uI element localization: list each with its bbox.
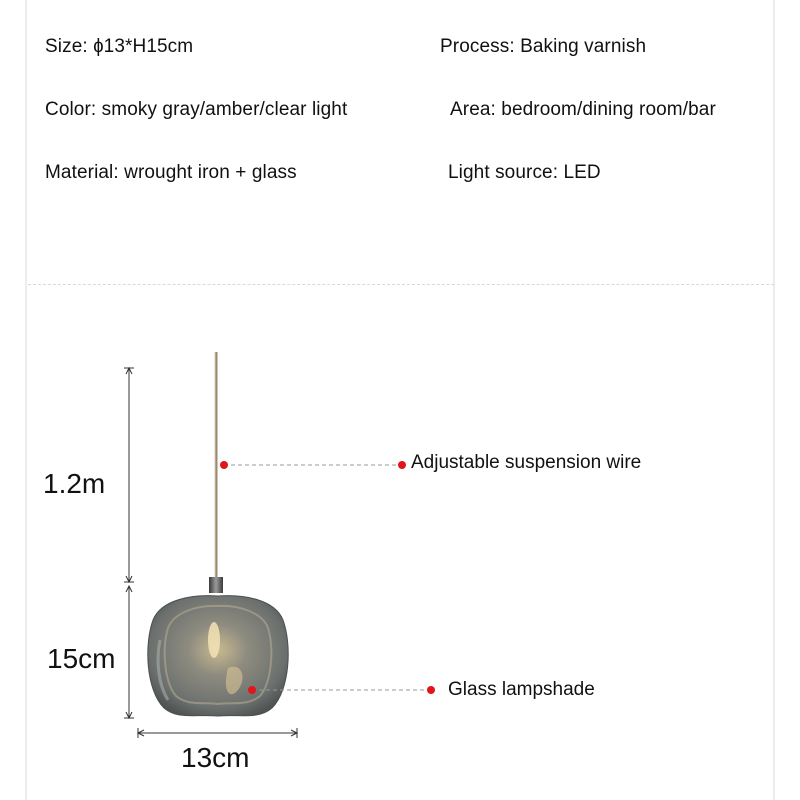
glass-lampshade (148, 596, 288, 716)
height-dimension-line (124, 586, 134, 718)
height-label: 15cm (47, 643, 116, 674)
wire-callout-start-dot (220, 461, 228, 469)
spec-color: Color: smoky gray/amber/clear light (45, 99, 348, 120)
lamp-cap (209, 577, 223, 593)
spec-area: Area: bedroom/dining room/bar (450, 99, 716, 120)
spec-material: Material: wrought iron + glass (45, 162, 297, 183)
wire-callout-end-dot (398, 461, 406, 469)
spec-process: Process: Baking varnish (440, 36, 647, 57)
width-dimension-line (138, 728, 297, 738)
wire-dimension-line (124, 368, 134, 582)
wire-callout-label: Adjustable suspension wire (411, 452, 642, 473)
width-label: 13cm (181, 742, 250, 773)
shade-callout-end-dot (427, 686, 435, 694)
wire-length-label: 1.2m (43, 468, 106, 499)
shade-callout-start-dot (248, 686, 256, 694)
spec-size: Size: ɸ13*H15cm (45, 36, 194, 57)
wire-callout-line (220, 461, 406, 469)
shade-callout-label: Glass lampshade (448, 679, 595, 700)
spec-light-source: Light source: LED (448, 162, 601, 183)
